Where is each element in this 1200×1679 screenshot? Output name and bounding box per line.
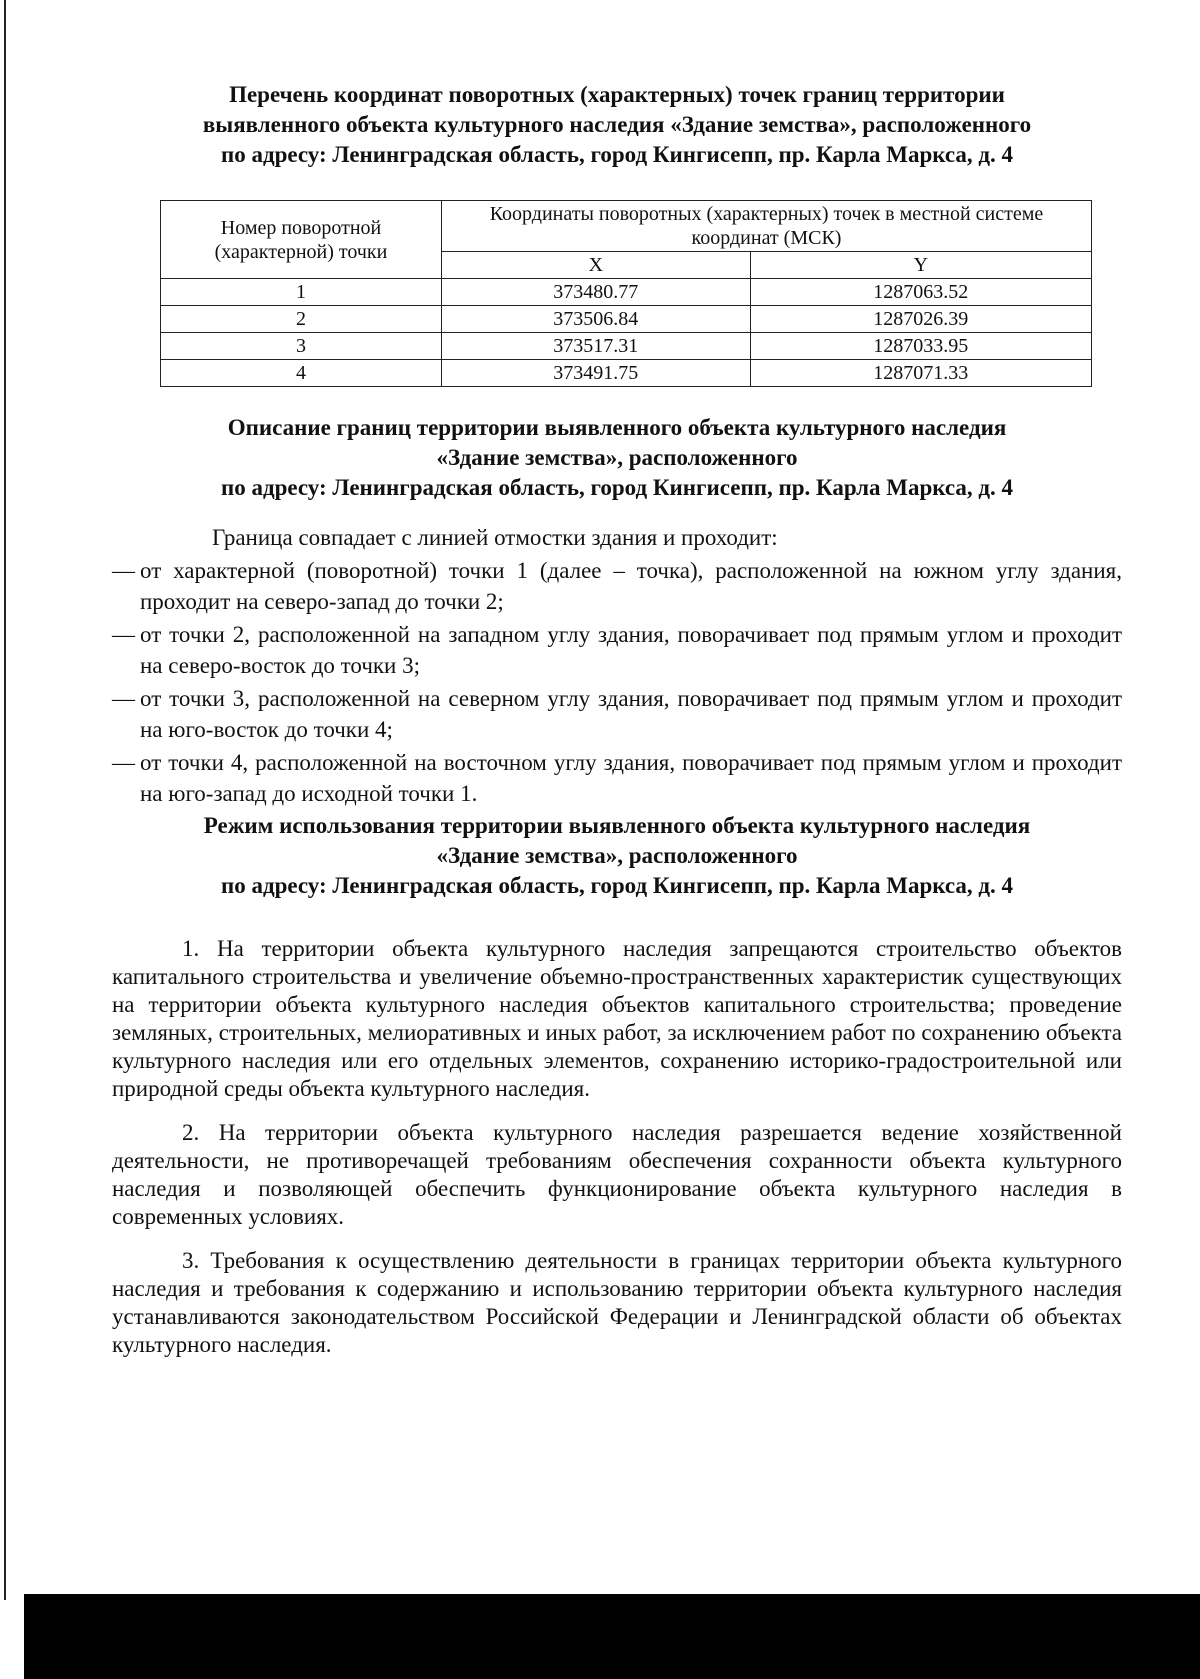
coordinates-group-header: Координаты поворотных (характерных) точек в местной системе координат (МСК) [442, 201, 1092, 252]
title-line: по адресу: Ленинградская область, город Кингисепп, пр. Карла Маркса, д. 4 [220, 873, 1014, 898]
dash-marker: — [112, 558, 135, 583]
x-cell: 373517.31 [442, 333, 751, 360]
table-row [161, 306, 1092, 333]
x-header: X [442, 252, 751, 279]
title-line: Описание границ территории выявленного объекта культурного наследия [227, 415, 1007, 440]
x-cell: 373506.84 [442, 306, 751, 333]
title-line: выявленного объекта культурного наследия «Здание земства», расположенного [202, 112, 1032, 137]
coordinates-table [160, 200, 1092, 387]
boundary-description-title [112, 413, 1122, 503]
x-cell: 373480.77 [442, 279, 751, 306]
point-number-cell: 2 [161, 306, 442, 333]
dash-marker: — [112, 750, 135, 775]
point-number-cell: 3 [161, 333, 442, 360]
y-cell: 1287063.52 [750, 279, 1091, 306]
title-line: «Здание земства», расположенного [436, 445, 798, 470]
regime-paragraph-1: 1. На территории объекта культурного наследия запрещаются строительство объектов капитального строительства и увеличение объемно-пространственных характеристик существующих на территории объекта культурного наследия объектов капитального строительства; проведение земляных, строительных, мелиоративных и иных работ, за исключением работ по сохранению объекта культурного наследия или его отдельных элементов, сохранению историко-градостроительной или природной среды объекта культурного наследия. [112, 936, 1122, 1101]
regime-paragraph-3: 3. Требования к осуществлению деятельности в границах территории объекта культурного наследия и требования к содержанию и использованию территории объекта культурного наследия устанавливаются законодательством Российской Федерации и Ленинградской области об объектах культурного наследия. [112, 1248, 1122, 1357]
dash-marker: — [112, 622, 135, 647]
list-item [112, 619, 1122, 681]
y-cell: 1287026.39 [750, 306, 1091, 333]
coordinates-list-title [112, 80, 1122, 170]
scan-black-bar [24, 1594, 1200, 1679]
list-item-text: от характерной (поворотной) точки 1 (далее – точка), расположенной на южном углу здания, проходит на северо-запад до точки 2; [140, 558, 1122, 614]
list-item [112, 747, 1122, 809]
title-line: по адресу: Ленинградская область, город Кингисепп, пр. Карла Маркса, д. 4 [220, 142, 1014, 167]
list-item [112, 555, 1122, 617]
boundary-intro: Граница совпадает с линией отмостки здания и проходит: [212, 525, 778, 550]
title-line: «Здание земства», расположенного [436, 843, 798, 868]
scan-edge-line [4, 0, 6, 1600]
point-number-cell: 4 [161, 360, 442, 387]
list-item-text: от точки 3, расположенной на северном углу здания, поворачивает под прямым углом и проходит на юго-восток до точки 4; [140, 686, 1122, 742]
y-cell: 1287071.33 [750, 360, 1091, 387]
list-item [112, 683, 1122, 745]
table-row [161, 333, 1092, 360]
table-header-row [161, 201, 1092, 252]
title-line: Режим использования территории выявленного объекта культурного наследия [203, 813, 1031, 838]
boundary-steps-list [112, 555, 1122, 809]
regime-paragraph-2: 2. На территории объекта культурного наследия разрешается ведение хозяйственной деятельности, не противоречащей требованиям обеспечения сохранности объекта культурного наследия и позволяющей обеспечить функционирование объекта культурного наследия в современных условиях. [112, 1120, 1122, 1229]
point-number-cell: 1 [161, 279, 442, 306]
dash-marker: — [112, 686, 135, 711]
list-item-text: от точки 4, расположенной на восточном углу здания, поворачивает под прямым углом и проходит на юго-запад до исходной точки 1. [140, 750, 1122, 806]
point-number-header: Номер поворотной (характерной) точки [161, 201, 442, 279]
table-row [161, 279, 1092, 306]
table-row [161, 360, 1092, 387]
title-line: по адресу: Ленинградская область, город Кингисепп, пр. Карла Маркса, д. 4 [220, 475, 1014, 500]
usage-regime-title [112, 811, 1122, 901]
document-page [112, 80, 1122, 1359]
x-cell: 373491.75 [442, 360, 751, 387]
y-header: Y [750, 252, 1091, 279]
list-item-text: от точки 2, расположенной на западном углу здания, поворачивает под прямым углом и проходит на северо-восток до точки 3; [140, 622, 1122, 678]
title-line: Перечень координат поворотных (характерных) точек границ территории [229, 82, 1005, 107]
y-cell: 1287033.95 [750, 333, 1091, 360]
